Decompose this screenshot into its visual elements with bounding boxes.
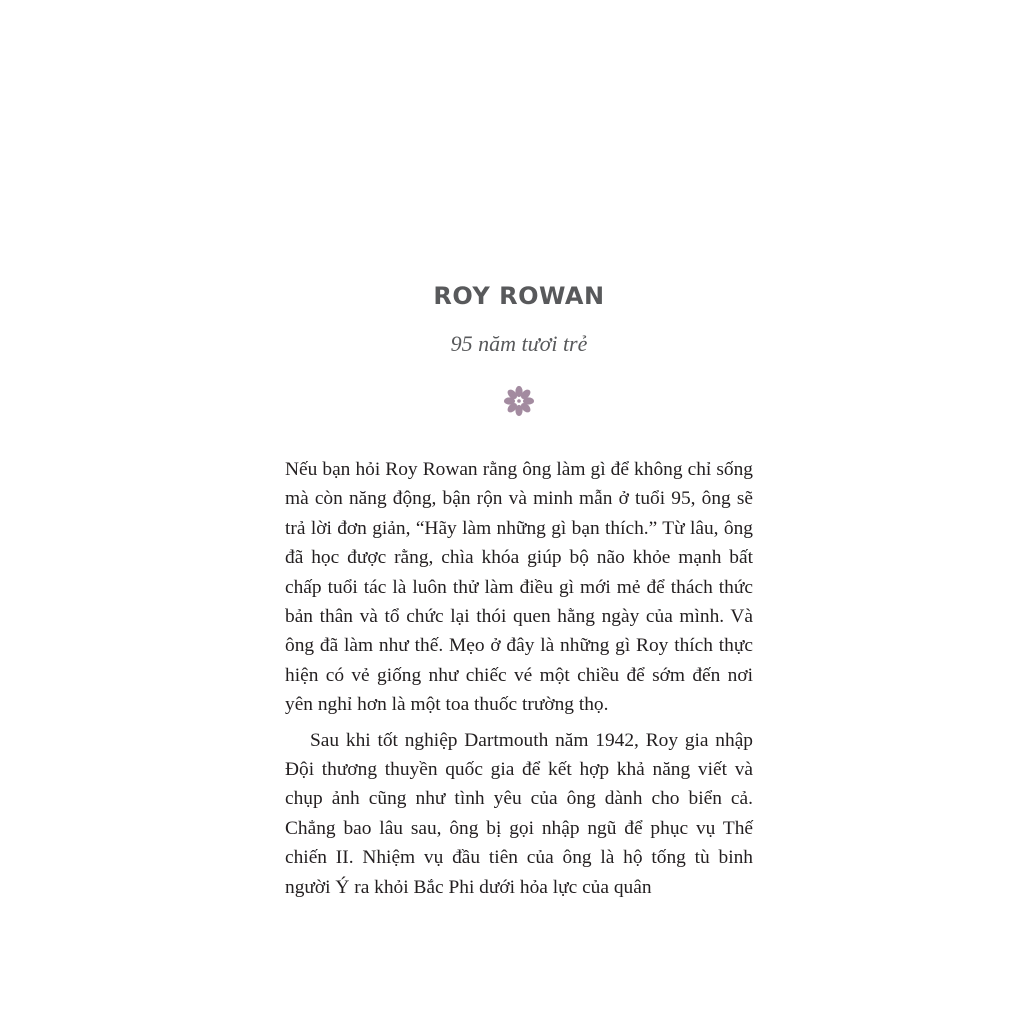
- chapter-title: ROY ROWAN: [433, 282, 605, 310]
- flower-ornament-icon: [501, 383, 537, 419]
- paragraph-2: Sau khi tốt nghiệp Dartmouth năm 1942, Roy gia nhập Đội thương thuyền quốc gia để kết hợp khả năng viết và chụp ảnh cũng như tình yêu của ông dành cho biển cả. Chẳng bao lâu sau, ông bị gọi nhập ngũ để phục vụ Thế chiến II. Nhiệm vụ đầu tiên của ông là hộ tống tù binh người Ý ra khỏi Bắc Phi dưới hỏa lực của quân: [285, 729, 753, 898]
- body-text: [285, 455, 753, 902]
- chapter-subtitle: 95 năm tươi trẻ: [450, 331, 588, 356]
- paragraph-1: Nếu bạn hỏi Roy Rowan rằng ông làm gì để không chỉ sống mà còn năng động, bận rộn và minh mẫn ở tuổi 95, ông sẽ trả lời đơn giản, “Hãy làm những gì bạn thích.” Từ lâu, ông đã học được rằng, chìa khóa giúp bộ não khỏe mạnh bất chấp tuổi tác là luôn thử làm điều gì mới mẻ để thách thức bản thân và tổ chức lại thói quen hằng ngày của mình. Và ông đã làm như thế. Mẹo ở đây là những gì Roy thích thực hiện có vẻ giống như chiếc vé một chiều để sớm đến nơi yên nghỉ hơn là một toa thuốc trường thọ.: [285, 459, 753, 716]
